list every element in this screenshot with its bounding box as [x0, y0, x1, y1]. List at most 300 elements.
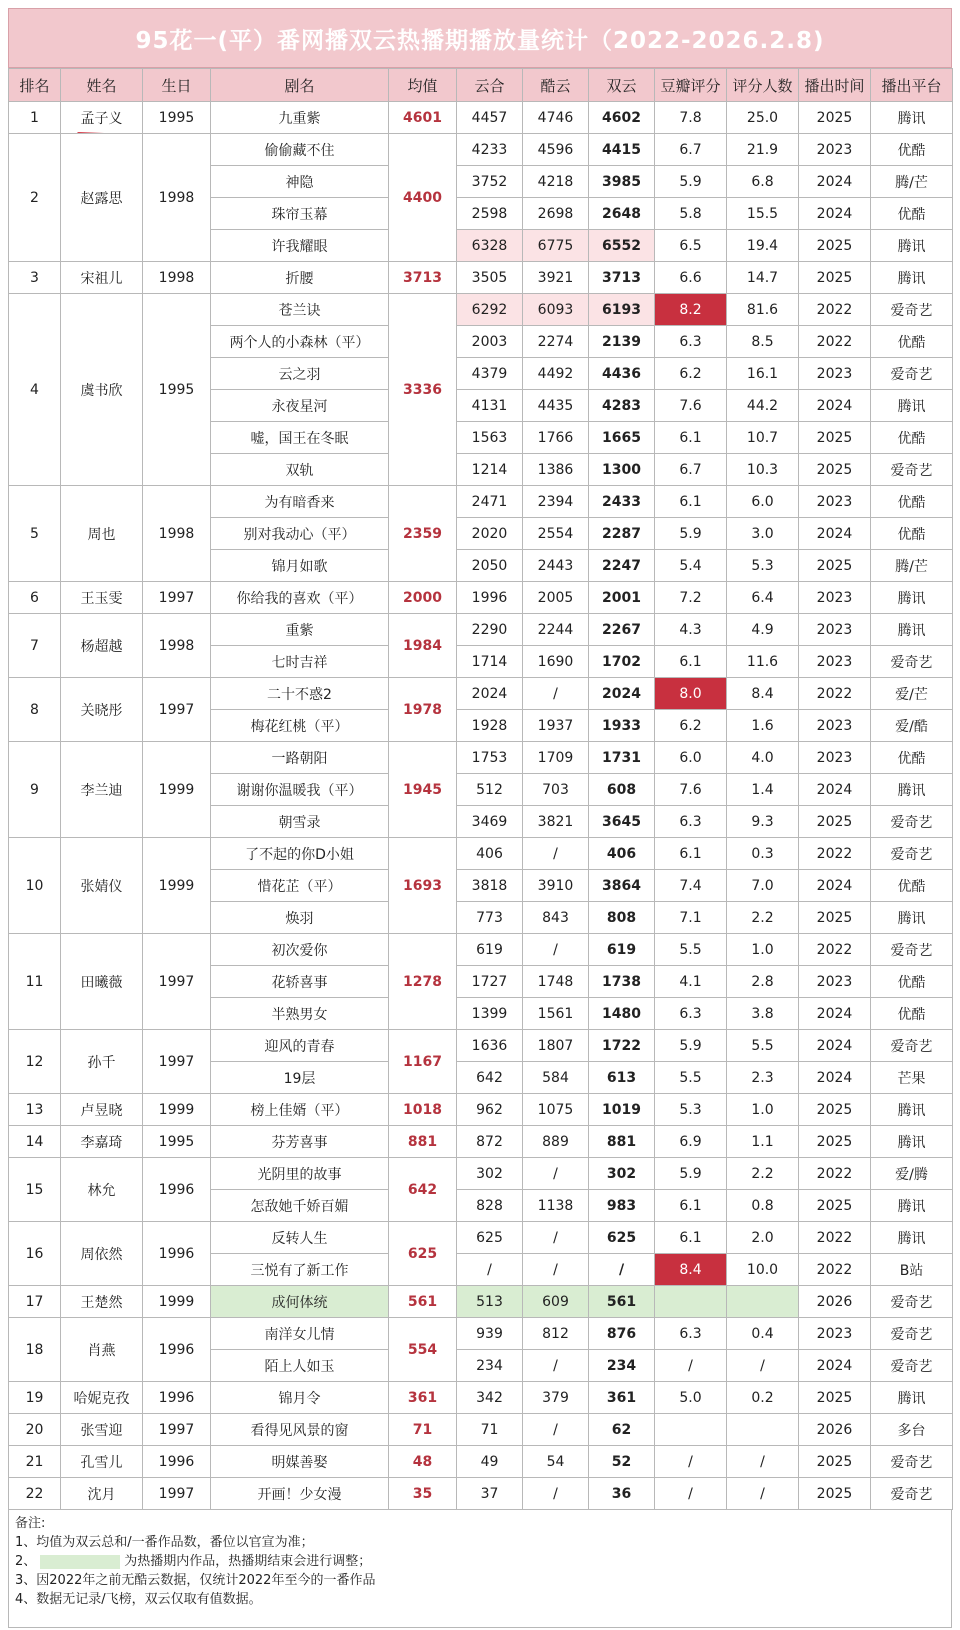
- douban-score-cell: 5.5: [655, 1062, 727, 1094]
- raters-cell: 10.0: [727, 1254, 799, 1286]
- platform-cell: 腾/芒: [871, 550, 953, 582]
- name-cell: [61, 1222, 143, 1286]
- birth-cell: 1999: [143, 838, 211, 934]
- douban-score-cell: 6.7: [655, 454, 727, 486]
- douban-score-cell: 5.9: [655, 518, 727, 550]
- actress-name: 孔雪儿: [80, 1454, 123, 1471]
- kuyun-cell: 2554: [523, 518, 589, 550]
- rank-cell: 9: [9, 742, 61, 838]
- douban-score-cell: [655, 1286, 727, 1318]
- platform-cell: 腾讯: [871, 1190, 953, 1222]
- actress-name: 林允: [87, 1182, 116, 1199]
- platform-cell: 优酷: [871, 422, 953, 454]
- platform-cell: 腾讯: [871, 614, 953, 646]
- drama-title-cell: 神隐: [211, 166, 389, 198]
- shuangyun-cell: 4415: [589, 134, 655, 166]
- kuyun-cell: 3910: [523, 870, 589, 902]
- name-cell: [61, 1030, 143, 1094]
- air-year-cell: 2022: [799, 1254, 871, 1286]
- average-cell: 625: [389, 1222, 457, 1286]
- kuyun-cell: 584: [523, 1062, 589, 1094]
- birth-cell: 1999: [143, 742, 211, 838]
- rank-cell: 7: [9, 614, 61, 678]
- birth-cell: 1995: [143, 294, 211, 486]
- platform-cell: 腾讯: [871, 1094, 953, 1126]
- column-header: 生日: [143, 69, 211, 102]
- drama-title-cell: 嘘，国王在冬眠: [211, 422, 389, 454]
- name-cell: [61, 1286, 143, 1318]
- kuyun-cell: 843: [523, 902, 589, 934]
- kuyun-cell: 1766: [523, 422, 589, 454]
- douban-score-cell: 6.1: [655, 486, 727, 518]
- yunhe-cell: 625: [457, 1222, 523, 1254]
- raters-cell: 8.4: [727, 678, 799, 710]
- platform-cell: 芒果: [871, 1062, 953, 1094]
- raters-cell: 6.0: [727, 486, 799, 518]
- platform-cell: 腾讯: [871, 262, 953, 294]
- rank-cell: 8: [9, 678, 61, 742]
- yunhe-cell: 4233: [457, 134, 523, 166]
- air-year-cell: 2022: [799, 294, 871, 326]
- air-year-cell: 2022: [799, 326, 871, 358]
- kuyun-cell: 4218: [523, 166, 589, 198]
- douban-score-cell: 8.4: [655, 1254, 727, 1286]
- drama-title-cell: 别对我动心（平）: [211, 518, 389, 550]
- shuangyun-cell: 406: [589, 838, 655, 870]
- drama-title-cell: 焕羽: [211, 902, 389, 934]
- average-cell: 3336: [389, 294, 457, 486]
- air-year-cell: 2025: [799, 230, 871, 262]
- actress-name: 周也: [87, 526, 116, 543]
- birth-cell: 1998: [143, 486, 211, 582]
- note-3: 3、因2022年之前无酷云数据，仅统计2022年至今的一番作品: [15, 1573, 376, 1588]
- rank-cell: 21: [9, 1446, 61, 1478]
- shuangyun-cell: 2139: [589, 326, 655, 358]
- douban-score-cell: 6.6: [655, 262, 727, 294]
- birth-cell: 1996: [143, 1222, 211, 1286]
- yunhe-cell: 1714: [457, 646, 523, 678]
- airing-color-swatch: [40, 1555, 120, 1569]
- yunhe-cell: 2598: [457, 198, 523, 230]
- douban-score-cell: 7.2: [655, 582, 727, 614]
- drama-title-cell: 朝雪录: [211, 806, 389, 838]
- air-year-cell: 2024: [799, 870, 871, 902]
- platform-cell: 爱奇艺: [871, 454, 953, 486]
- rank-cell: 12: [9, 1030, 61, 1094]
- kuyun-cell: /: [523, 1350, 589, 1382]
- platform-cell: 爱/酷: [871, 710, 953, 742]
- table-row: [9, 934, 953, 966]
- yunhe-cell: 49: [457, 1446, 523, 1478]
- shuangyun-cell: /: [589, 1254, 655, 1286]
- raters-cell: 21.9: [727, 134, 799, 166]
- drama-title-cell: 双轨: [211, 454, 389, 486]
- actress-name: 卢昱晓: [80, 1102, 123, 1119]
- douban-score-cell: 8.0: [655, 678, 727, 710]
- kuyun-cell: 1075: [523, 1094, 589, 1126]
- platform-cell: 优酷: [871, 198, 953, 230]
- name-cell: [61, 1478, 143, 1510]
- yunhe-cell: 619: [457, 934, 523, 966]
- air-year-cell: 2023: [799, 134, 871, 166]
- table-row: [9, 1094, 953, 1126]
- average-cell: 554: [389, 1318, 457, 1382]
- name-cell: [61, 486, 143, 582]
- air-year-cell: 2025: [799, 806, 871, 838]
- actress-name: 杨超越: [80, 638, 123, 655]
- raters-cell: 3.8: [727, 998, 799, 1030]
- shuangyun-cell: 52: [589, 1446, 655, 1478]
- raters-cell: 0.4: [727, 1318, 799, 1350]
- douban-score-cell: 7.6: [655, 774, 727, 806]
- actress-name: 孟子义: [81, 108, 123, 128]
- kuyun-cell: 889: [523, 1126, 589, 1158]
- drama-title-cell: 梅花红桃（平）: [211, 710, 389, 742]
- shuangyun-cell: 2247: [589, 550, 655, 582]
- platform-cell: 爱奇艺: [871, 1318, 953, 1350]
- drama-title-cell: 一路朝阳: [211, 742, 389, 774]
- air-year-cell: 2023: [799, 742, 871, 774]
- douban-score-cell: 5.0: [655, 1382, 727, 1414]
- platform-cell: 腾讯: [871, 390, 953, 422]
- shuangyun-cell: 2267: [589, 614, 655, 646]
- shuangyun-cell: 302: [589, 1158, 655, 1190]
- name-cell: [61, 742, 143, 838]
- birth-cell: 1997: [143, 582, 211, 614]
- yunhe-cell: 3505: [457, 262, 523, 294]
- douban-score-cell: 8.2: [655, 294, 727, 326]
- douban-score-cell: 6.1: [655, 838, 727, 870]
- average-cell: 71: [389, 1414, 457, 1446]
- average-cell: 361: [389, 1382, 457, 1414]
- yunhe-cell: 4379: [457, 358, 523, 390]
- shuangyun-cell: 1702: [589, 646, 655, 678]
- air-year-cell: 2022: [799, 678, 871, 710]
- drama-title-cell: 怎敌她千娇百媚: [211, 1190, 389, 1222]
- raters-cell: 4.9: [727, 614, 799, 646]
- kuyun-cell: 54: [523, 1446, 589, 1478]
- drama-title-cell: 花轿喜事: [211, 966, 389, 998]
- birth-cell: 1997: [143, 1478, 211, 1510]
- air-year-cell: 2025: [799, 1478, 871, 1510]
- drama-title-cell: 三悦有了新工作: [211, 1254, 389, 1286]
- shuangyun-cell: 234: [589, 1350, 655, 1382]
- shuangyun-cell: 876: [589, 1318, 655, 1350]
- air-year-cell: 2023: [799, 614, 871, 646]
- average-cell: 4400: [389, 134, 457, 262]
- shuangyun-cell: 619: [589, 934, 655, 966]
- platform-cell: 优酷: [871, 326, 953, 358]
- platform-cell: 爱奇艺: [871, 1350, 953, 1382]
- douban-score-cell: 6.7: [655, 134, 727, 166]
- column-header: 均值: [389, 69, 457, 102]
- platform-cell: 优酷: [871, 486, 953, 518]
- air-year-cell: 2023: [799, 646, 871, 678]
- raters-cell: 44.2: [727, 390, 799, 422]
- douban-score-cell: 6.5: [655, 230, 727, 262]
- douban-score-cell: 7.4: [655, 870, 727, 902]
- average-cell: 48: [389, 1446, 457, 1478]
- kuyun-cell: 4746: [523, 102, 589, 134]
- air-year-cell: 2024: [799, 198, 871, 230]
- shuangyun-cell: 1300: [589, 454, 655, 486]
- drama-title-cell: 二十不惑2: [211, 678, 389, 710]
- column-header: 播出平台: [871, 69, 953, 102]
- platform-cell: 腾讯: [871, 582, 953, 614]
- column-header: 排名: [9, 69, 61, 102]
- raters-cell: 2.0: [727, 1222, 799, 1254]
- drama-title-cell: 反转人生: [211, 1222, 389, 1254]
- column-header: 剧名: [211, 69, 389, 102]
- table-row: [9, 614, 953, 646]
- actress-name: 王玉雯: [80, 590, 123, 607]
- actress-name: 哈妮克孜: [73, 1390, 130, 1407]
- drama-title-cell: 许我耀眼: [211, 230, 389, 262]
- drama-title-cell: 芬芳喜事: [211, 1126, 389, 1158]
- douban-score-cell: 6.1: [655, 646, 727, 678]
- yunhe-cell: 2290: [457, 614, 523, 646]
- raters-cell: 9.3: [727, 806, 799, 838]
- table-row: [9, 742, 953, 774]
- air-year-cell: 2024: [799, 1062, 871, 1094]
- actress-name: 张雪迎: [80, 1422, 123, 1439]
- raters-cell: 0.2: [727, 1382, 799, 1414]
- yunhe-cell: 2020: [457, 518, 523, 550]
- shuangyun-cell: 3713: [589, 262, 655, 294]
- air-year-cell: 2025: [799, 1094, 871, 1126]
- raters-cell: 1.4: [727, 774, 799, 806]
- name-cell: [61, 1094, 143, 1126]
- kuyun-cell: 3821: [523, 806, 589, 838]
- drama-title-cell: 永夜星河: [211, 390, 389, 422]
- platform-cell: 优酷: [871, 134, 953, 166]
- table-header: [9, 69, 953, 102]
- yunhe-cell: 302: [457, 1158, 523, 1190]
- yunhe-cell: 1928: [457, 710, 523, 742]
- birth-cell: 1997: [143, 1414, 211, 1446]
- drama-title-cell: 初次爱你: [211, 934, 389, 966]
- platform-cell: 爱奇艺: [871, 1478, 953, 1510]
- shuangyun-cell: 2433: [589, 486, 655, 518]
- drama-title-cell: 偷偷藏不住: [211, 134, 389, 166]
- column-header: 酷云: [523, 69, 589, 102]
- yunhe-cell: 962: [457, 1094, 523, 1126]
- kuyun-cell: /: [523, 838, 589, 870]
- drama-title-cell: 两个人的小森林（平）: [211, 326, 389, 358]
- air-year-cell: 2024: [799, 774, 871, 806]
- actress-name: 李兰迪: [80, 782, 123, 799]
- kuyun-cell: 379: [523, 1382, 589, 1414]
- notes-section: [8, 1510, 952, 1628]
- kuyun-cell: /: [523, 1254, 589, 1286]
- sheet-title: 95花一(平）番网播双云热播期播放量统计（2022-2026.2.8): [8, 8, 952, 68]
- birth-cell: 1997: [143, 678, 211, 742]
- yunhe-cell: 1996: [457, 582, 523, 614]
- kuyun-cell: 609: [523, 1286, 589, 1318]
- drama-title-cell: 为有暗香来: [211, 486, 389, 518]
- raters-cell: 2.2: [727, 1158, 799, 1190]
- birth-cell: 1996: [143, 1446, 211, 1478]
- average-cell: 1167: [389, 1030, 457, 1094]
- air-year-cell: 2025: [799, 262, 871, 294]
- column-header: 姓名: [61, 69, 143, 102]
- douban-score-cell: 4.1: [655, 966, 727, 998]
- douban-score-cell: [655, 1414, 727, 1446]
- platform-cell: 腾讯: [871, 1222, 953, 1254]
- average-cell: 2000: [389, 582, 457, 614]
- air-year-cell: 2026: [799, 1414, 871, 1446]
- air-year-cell: 2022: [799, 1222, 871, 1254]
- drama-title-cell: 榜上佳婿（平）: [211, 1094, 389, 1126]
- drama-title-cell: 九重紫: [211, 102, 389, 134]
- raters-cell: 16.1: [727, 358, 799, 390]
- average-cell: 2359: [389, 486, 457, 582]
- air-year-cell: 2022: [799, 934, 871, 966]
- air-year-cell: 2024: [799, 1030, 871, 1062]
- raters-cell: 1.0: [727, 934, 799, 966]
- actress-name: 虞书欣: [80, 382, 123, 399]
- average-cell: 1945: [389, 742, 457, 838]
- platform-cell: 腾讯: [871, 102, 953, 134]
- yunhe-cell: 3752: [457, 166, 523, 198]
- kuyun-cell: /: [523, 1158, 589, 1190]
- kuyun-cell: 4435: [523, 390, 589, 422]
- yunhe-cell: 3469: [457, 806, 523, 838]
- table-row: [9, 134, 953, 166]
- name-cell: [61, 678, 143, 742]
- actress-name: 宋祖儿: [80, 270, 123, 287]
- raters-cell: 6.4: [727, 582, 799, 614]
- name-cell: [61, 102, 143, 134]
- douban-score-cell: 5.9: [655, 1030, 727, 1062]
- column-header: 云合: [457, 69, 523, 102]
- yunhe-cell: 4457: [457, 102, 523, 134]
- rank-cell: 11: [9, 934, 61, 1030]
- drama-title-cell: 锦月如歌: [211, 550, 389, 582]
- yunhe-cell: 2050: [457, 550, 523, 582]
- rank-cell: 13: [9, 1094, 61, 1126]
- table-row: [9, 294, 953, 326]
- douban-score-cell: /: [655, 1478, 727, 1510]
- kuyun-cell: 1709: [523, 742, 589, 774]
- raters-cell: [727, 1286, 799, 1318]
- douban-score-cell: 5.9: [655, 166, 727, 198]
- platform-cell: B站: [871, 1254, 953, 1286]
- kuyun-cell: 3921: [523, 262, 589, 294]
- rank-cell: 6: [9, 582, 61, 614]
- raters-cell: 10.3: [727, 454, 799, 486]
- shuangyun-cell: 6193: [589, 294, 655, 326]
- drama-title-cell: 开画！少女漫: [211, 1478, 389, 1510]
- douban-score-cell: 6.3: [655, 806, 727, 838]
- yunhe-cell: 71: [457, 1414, 523, 1446]
- douban-score-cell: 6.3: [655, 1318, 727, 1350]
- platform-cell: 爱/芒: [871, 678, 953, 710]
- air-year-cell: 2023: [799, 486, 871, 518]
- platform-cell: 爱奇艺: [871, 1286, 953, 1318]
- yunhe-cell: 342: [457, 1382, 523, 1414]
- yunhe-cell: 3818: [457, 870, 523, 902]
- birth-cell: 1999: [143, 1094, 211, 1126]
- platform-cell: 爱奇艺: [871, 806, 953, 838]
- rank-cell: 22: [9, 1478, 61, 1510]
- name-cell: [61, 262, 143, 294]
- yunhe-cell: 2471: [457, 486, 523, 518]
- platform-cell: 腾讯: [871, 774, 953, 806]
- rank-cell: 14: [9, 1126, 61, 1158]
- air-year-cell: 2025: [799, 1382, 871, 1414]
- birth-cell: 1996: [143, 1158, 211, 1222]
- air-year-cell: 2023: [799, 582, 871, 614]
- shuangyun-cell: 1019: [589, 1094, 655, 1126]
- platform-cell: 爱/腾: [871, 1158, 953, 1190]
- rank-cell: 19: [9, 1382, 61, 1414]
- average-cell: 35: [389, 1478, 457, 1510]
- shuangyun-cell: 2001: [589, 582, 655, 614]
- yunhe-cell: 1214: [457, 454, 523, 486]
- shuangyun-cell: 1731: [589, 742, 655, 774]
- drama-title-cell: 珠帘玉幕: [211, 198, 389, 230]
- drama-title-cell: 看得见风景的窗: [211, 1414, 389, 1446]
- yunhe-cell: 939: [457, 1318, 523, 1350]
- average-cell: 4601: [389, 102, 457, 134]
- table-row: [9, 582, 953, 614]
- air-year-cell: 2025: [799, 1446, 871, 1478]
- raters-cell: /: [727, 1350, 799, 1382]
- column-header: 双云: [589, 69, 655, 102]
- yunhe-cell: 6292: [457, 294, 523, 326]
- raters-cell: 19.4: [727, 230, 799, 262]
- name-cell: [61, 1318, 143, 1382]
- name-cell: [61, 1126, 143, 1158]
- air-year-cell: 2022: [799, 1158, 871, 1190]
- shuangyun-cell: 608: [589, 774, 655, 806]
- table-row: [9, 1414, 953, 1446]
- drama-title-cell: 谢谢你温暖我（平）: [211, 774, 389, 806]
- name-cell: [61, 1414, 143, 1446]
- name-cell: [61, 1446, 143, 1478]
- actress-name: 王楚然: [80, 1294, 123, 1311]
- air-year-cell: 2023: [799, 358, 871, 390]
- kuyun-cell: 1138: [523, 1190, 589, 1222]
- rank-cell: 17: [9, 1286, 61, 1318]
- kuyun-cell: /: [523, 1478, 589, 1510]
- note-2-text: 为热播期内作品，热播期结束会进行调整；: [124, 1554, 372, 1569]
- yunhe-cell: 642: [457, 1062, 523, 1094]
- shuangyun-cell: 62: [589, 1414, 655, 1446]
- kuyun-cell: 4492: [523, 358, 589, 390]
- table-row: [9, 262, 953, 294]
- drama-title-cell: 南洋女儿情: [211, 1318, 389, 1350]
- actress-name: 赵露思: [80, 190, 123, 207]
- air-year-cell: 2022: [799, 838, 871, 870]
- rank-cell: 15: [9, 1158, 61, 1222]
- air-year-cell: 2024: [799, 390, 871, 422]
- yunhe-cell: 4131: [457, 390, 523, 422]
- yunhe-cell: 1636: [457, 1030, 523, 1062]
- raters-cell: 0.8: [727, 1190, 799, 1222]
- yunhe-cell: 37: [457, 1478, 523, 1510]
- table-row: [9, 102, 953, 134]
- birth-cell: 1996: [143, 1382, 211, 1414]
- raters-cell: 10.7: [727, 422, 799, 454]
- douban-score-cell: 7.8: [655, 102, 727, 134]
- douban-score-cell: 6.1: [655, 1222, 727, 1254]
- drama-title-cell: 你给我的喜欢（平）: [211, 582, 389, 614]
- drama-title-cell: 半熟男女: [211, 998, 389, 1030]
- kuyun-cell: 2443: [523, 550, 589, 582]
- kuyun-cell: /: [523, 1414, 589, 1446]
